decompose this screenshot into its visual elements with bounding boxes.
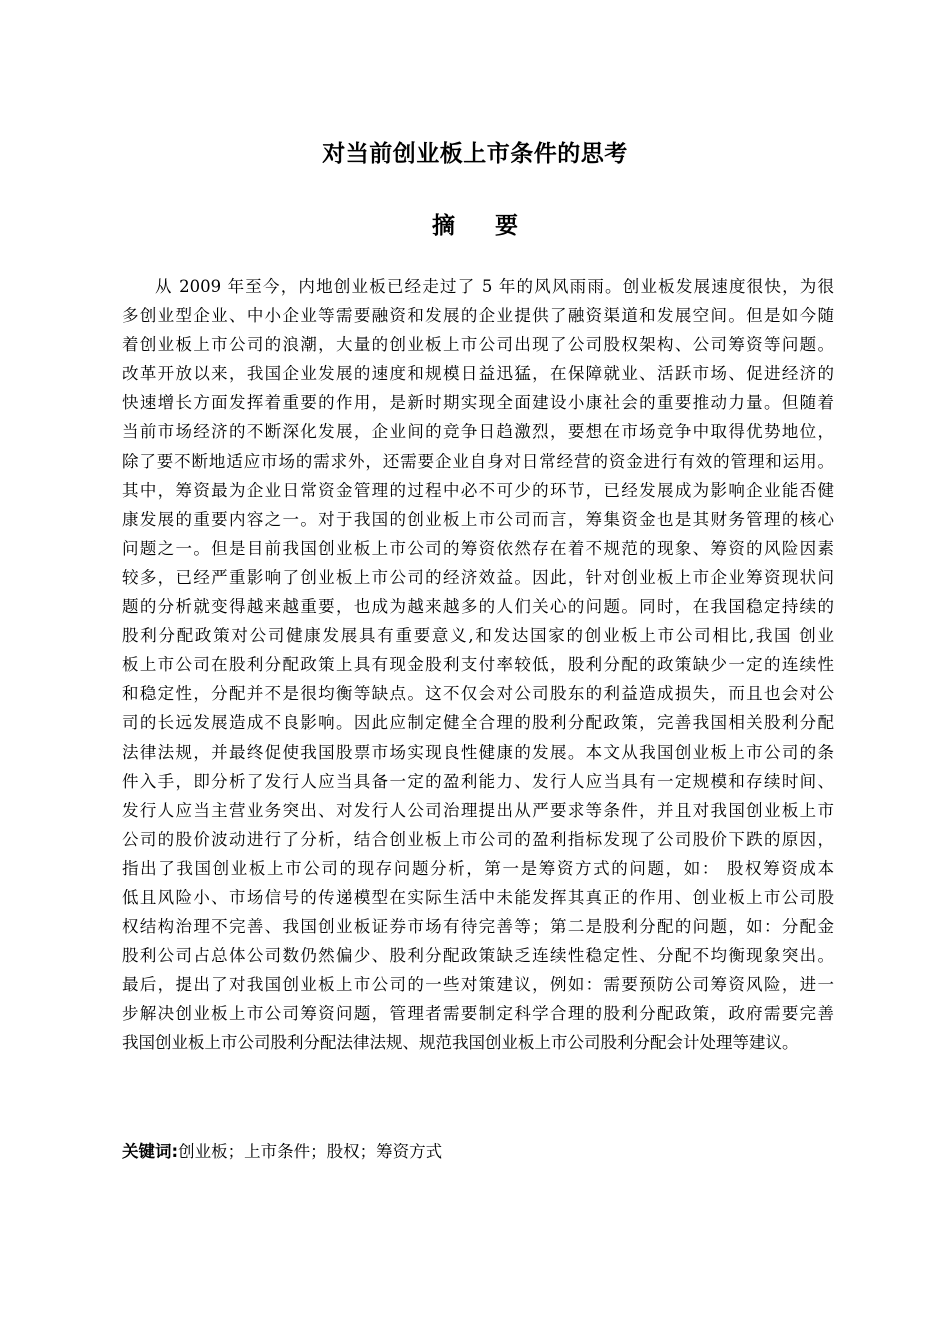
- keywords-list: 创业板；上市条件；股权；筹资方式: [178, 1142, 443, 1161]
- abstract-line: 从 2009 年至今，内地创业板已经走过了 5 年的风风雨雨。创业板发展速度很快，为很: [155, 277, 834, 296]
- abstract-line: 法律法规，并最终促使我国股票市场实现良性健康的发展。本文从我国创业板上市公司的条: [122, 742, 834, 762]
- abstract-line: 其中，筹资最为企业日常资金管理的过程中必不可少的环节，已经发展成为影响企业能否健: [122, 480, 834, 500]
- abstract-line: 低且风险小、市场信号的传递模型在实际生活中未能发挥其真正的作用、创业板上市公司股: [122, 887, 834, 907]
- abstract-line: 改革开放以来，我国企业发展的速度和规模日益迅猛，在保障就业、活跃市场、促进经济的: [122, 364, 834, 384]
- abstract-line: 除了要不断地适应市场的需求外，还需要企业自身对日常经营的资金进行有效的管理和运用。: [122, 451, 834, 471]
- abstract-heading: 摘 要: [431, 213, 534, 239]
- abstract-line: 题的分析就变得越来越重要，也成为越来越多的人们关心的问题。同时，在我国稳定持续的: [122, 597, 834, 617]
- keywords-label: 关键词:: [122, 1142, 179, 1161]
- abstract-line: 和稳定性，分配并不是很均衡等缺点。这不仅会对公司股东的利益造成损失，而且也会对公: [122, 684, 834, 704]
- abstract-line: 指出了我国创业板上市公司的现存问题分析，第一是筹资方式的问题，如： 股权筹资成本: [122, 858, 834, 878]
- abstract-body: [122, 272, 834, 1058]
- abstract-line: 着创业板上市公司的浪潮，大量的创业板上市公司出现了公司股权架构、公司筹资等问题。: [122, 335, 834, 355]
- abstract-line: 我国创业板上市公司股利分配法律法规、规范我国创业板上市公司股利分配会计处理等建议。: [122, 1033, 799, 1053]
- abstract-line: 权结构治理不完善、我国创业板证券市场有待完善等；第二是股利分配的问题，如：分配金: [122, 917, 834, 937]
- abstract-line: 快速增长方面发挥着重要的作用，是新时期实现全面建设小康社会的重要推动力量。但随着: [122, 393, 834, 413]
- document-title: 对当前创业板上市条件的思考: [322, 141, 628, 167]
- abstract-line: 司的长远发展造成不良影响。因此应制定健全合理的股利分配政策，完善我国相关股利分配: [122, 713, 834, 733]
- abstract-line: 股利分配政策对公司健康发展具有重要意义,和发达国家的创业板上市公司相比,我国 创业: [122, 626, 834, 646]
- abstract-line: 板上市公司在股利分配政策上具有现金股利支付率较低，股利分配的政策缺少一定的连续性: [122, 655, 834, 675]
- abstract-line: 最后，提出了对我国创业板上市公司的一些对策建议，例如：需要预防公司筹资风险，进一: [122, 975, 834, 995]
- abstract-line: 件入手，即分析了发行人应当具备一定的盈利能力、发行人应当具有一定规模和存续时间、: [122, 771, 834, 791]
- abstract-line: 当前市场经济的不断深化发展，企业间的竞争日趋激烈，要想在市场竞争中取得优势地位，: [122, 422, 834, 442]
- abstract-line: 康发展的重要内容之一。对于我国的创业板上市公司而言，筹集资金也是其财务管理的核心: [122, 509, 834, 529]
- abstract-line: 公司的股价波动进行了分析，结合创业板上市公司的盈利指标发现了公司股价下跌的原因，: [122, 829, 834, 849]
- abstract-line: 问题之一。但是目前我国创业板上市公司的筹资依然存在着不规范的现象、筹资的风险因素: [122, 538, 834, 558]
- abstract-line: 步解决创业板上市公司筹资问题，管理者需要制定科学合理的股利分配政策，政府需要完善: [122, 1004, 834, 1024]
- abstract-line: 多创业型企业、中小企业等需要融资和发展的企业提供了融资渠道和发展空间。但是如今随: [122, 306, 834, 326]
- abstract-line: 股利公司占总体公司数仍然偏少、股利分配政策缺乏连续性稳定性、分配不均衡现象突出。: [122, 946, 834, 966]
- keywords-row: [122, 1140, 442, 1164]
- abstract-line: 发行人应当主营业务突出、对发行人公司治理提出从严要求等条件，并且对我国创业板上市: [122, 800, 834, 820]
- abstract-line: 较多，已经严重影响了创业板上市公司的经济效益。因此，针对创业板上市企业筹资现状问: [122, 567, 834, 587]
